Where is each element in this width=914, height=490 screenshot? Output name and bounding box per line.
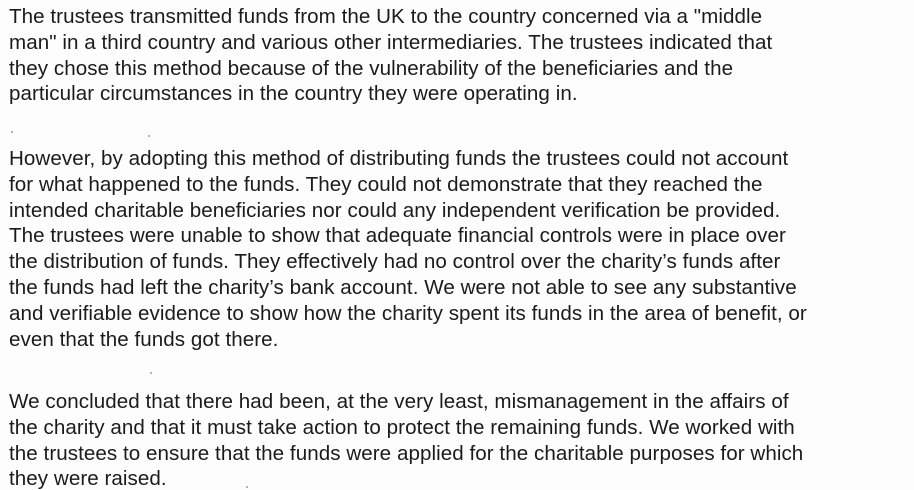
text-line: even that the funds got there. [9,327,279,351]
text-line: they were raised. [9,467,167,490]
text-line: particular circumstances in the country they were operating in. [9,82,578,106]
text-line: the charity and that it must take action to protect the remaining funds. We worked with [9,415,795,439]
text-line: the funds had left the charity’s bank account. We were not able to see any substantive [9,275,797,299]
text-line: and verifiable evidence to show how the charity spent its funds in the area of benefit, or [9,301,807,325]
text-line: We concluded that there had been, at the very least, mismanagement in the affairs of [9,390,789,413]
scan-speck [246,486,248,488]
paragraph-conclusion [9,389,803,490]
text-line: they chose this method because of the vulnerability of the beneficiaries and the [9,56,734,80]
paragraph-accountability-findings [9,146,807,352]
paragraph-fund-transfer-method [9,4,772,107]
text-line: the trustees to ensure that the funds were applied for the charitable purposes for which [9,441,804,465]
text-line: the distribution of funds. They effectively had no control over the charity’s funds after [9,250,781,274]
scan-speck [150,372,152,374]
scan-speck [148,135,150,137]
text-line: However, by adopting this method of distributing funds the trustees could not account [9,147,789,170]
text-line: for what happened to the funds. They could not demonstrate that they reached the [9,172,763,196]
text-line: intended charitable beneficiaries nor could any independent verification be provided. [9,198,781,222]
text-line: man" in a third country and various other intermediaries. The trustees indicated that [9,30,773,54]
scan-speck [11,131,13,133]
text-line: The trustees transmitted funds from the UK to the country concerned via a "middle [9,5,763,28]
text-line: The trustees were unable to show that adequate financial controls were in place over [9,224,786,248]
